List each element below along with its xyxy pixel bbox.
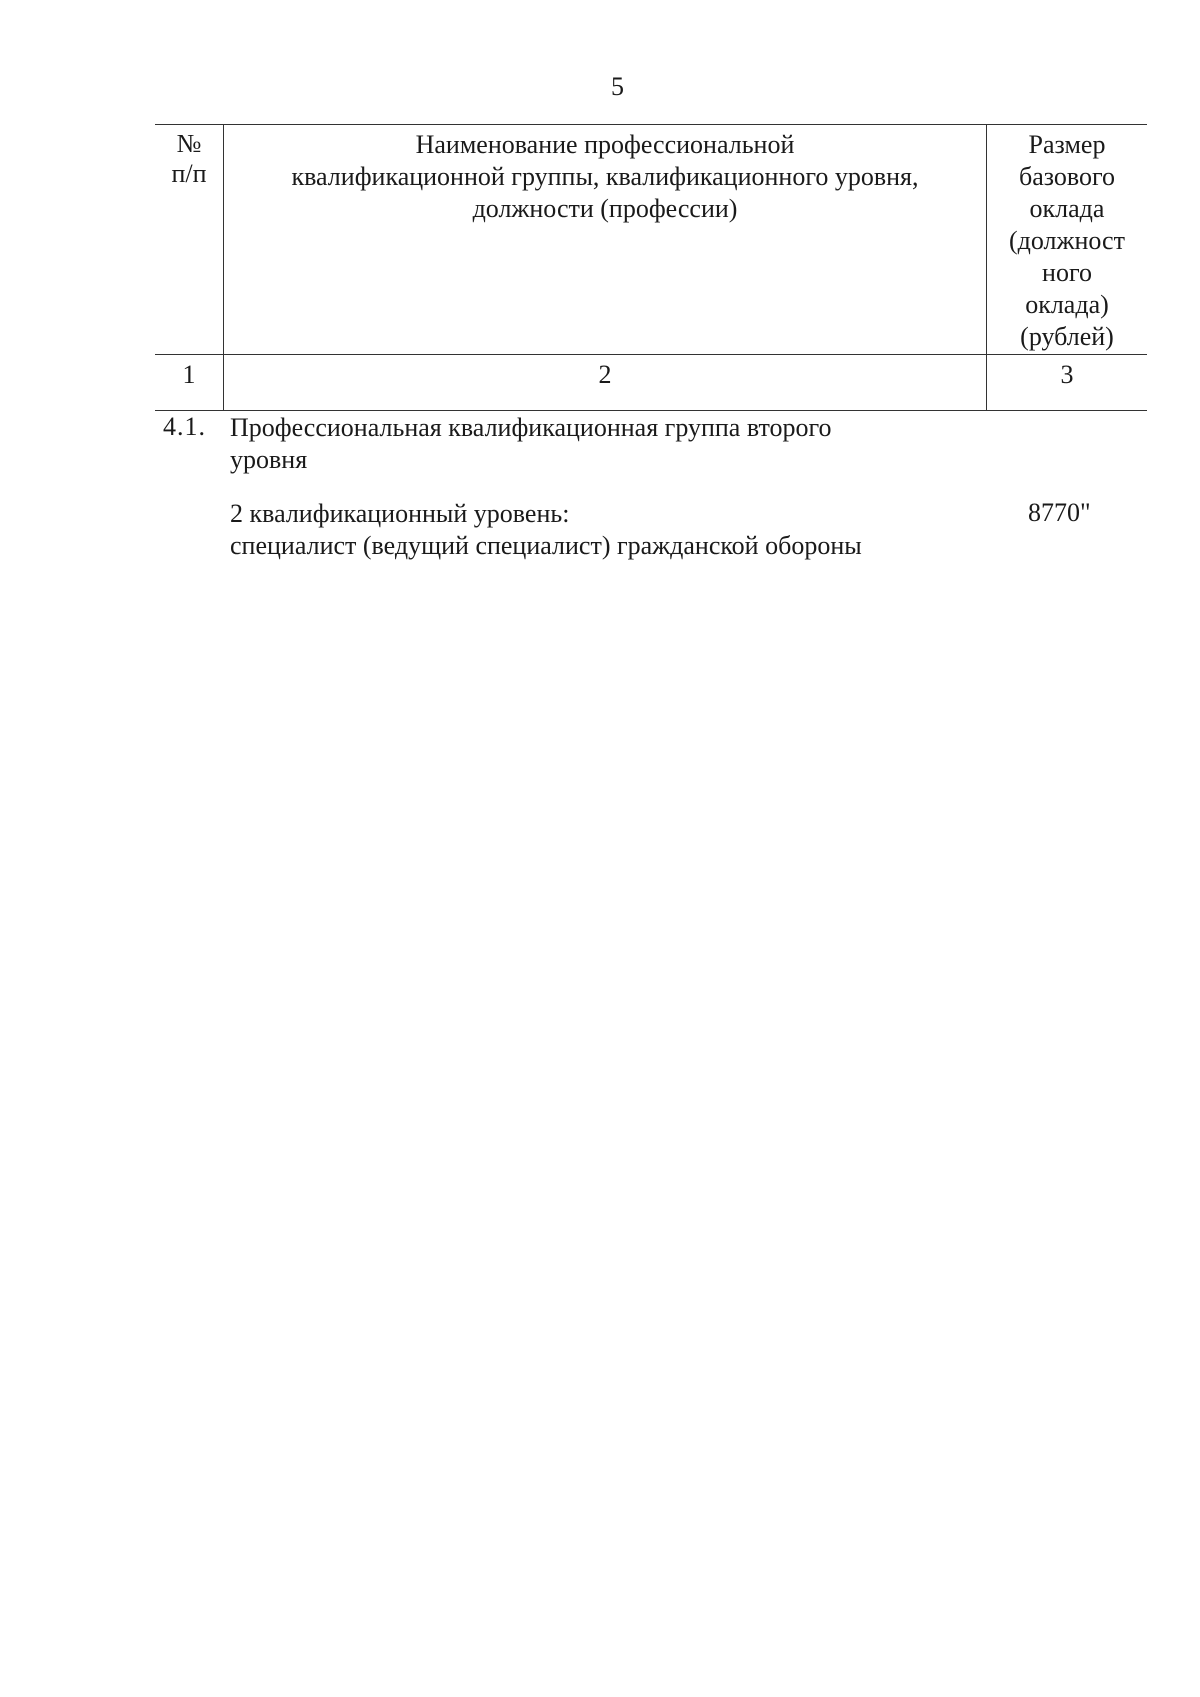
header-cell-salary	[987, 125, 1148, 355]
table-column-numbers-row	[155, 355, 1147, 411]
header-salary-line-1: Размер	[1028, 130, 1106, 159]
header-salary-line-7: (рублей)	[1020, 322, 1114, 351]
header-name-line-3: должности (профессии)	[472, 194, 738, 223]
qualification-level-salary: 8770"	[1028, 498, 1091, 527]
section-title-line-2: уровня	[230, 445, 308, 474]
table-header-row	[155, 125, 1147, 355]
header-number-line-2: п/п	[171, 159, 207, 188]
qualification-level-position: специалист (ведущий специалист) гражданской обороны	[230, 531, 862, 560]
header-cell-number	[155, 125, 224, 355]
qualification-level	[230, 498, 990, 562]
column-number-3: 3	[987, 355, 1148, 411]
section-title-line-1: Профессиональная квалификационная группа второго	[230, 413, 832, 442]
header-salary-line-5: ного	[1042, 258, 1092, 287]
header-number-line-1: №	[176, 129, 202, 158]
column-number-1: 1	[155, 355, 224, 411]
header-table	[155, 124, 1147, 411]
qualification-level-title: 2 квалификационный уровень:	[230, 499, 570, 528]
section-title	[230, 412, 930, 476]
header-salary-line-2: базового	[1018, 162, 1115, 191]
header-name-line-2: квалификационной группы, квалификационного уровня,	[291, 162, 919, 191]
header-salary-line-4: (должност	[1009, 226, 1125, 255]
section-number: 4.1.	[163, 412, 206, 441]
header-salary-line-6: оклада)	[1025, 290, 1109, 319]
header-salary-line-3: оклада	[1029, 194, 1105, 223]
column-number-2: 2	[224, 355, 987, 411]
header-name-line-1: Наименование профессиональной	[415, 130, 795, 159]
page-number: 5	[611, 72, 624, 101]
header-cell-name	[224, 125, 987, 355]
